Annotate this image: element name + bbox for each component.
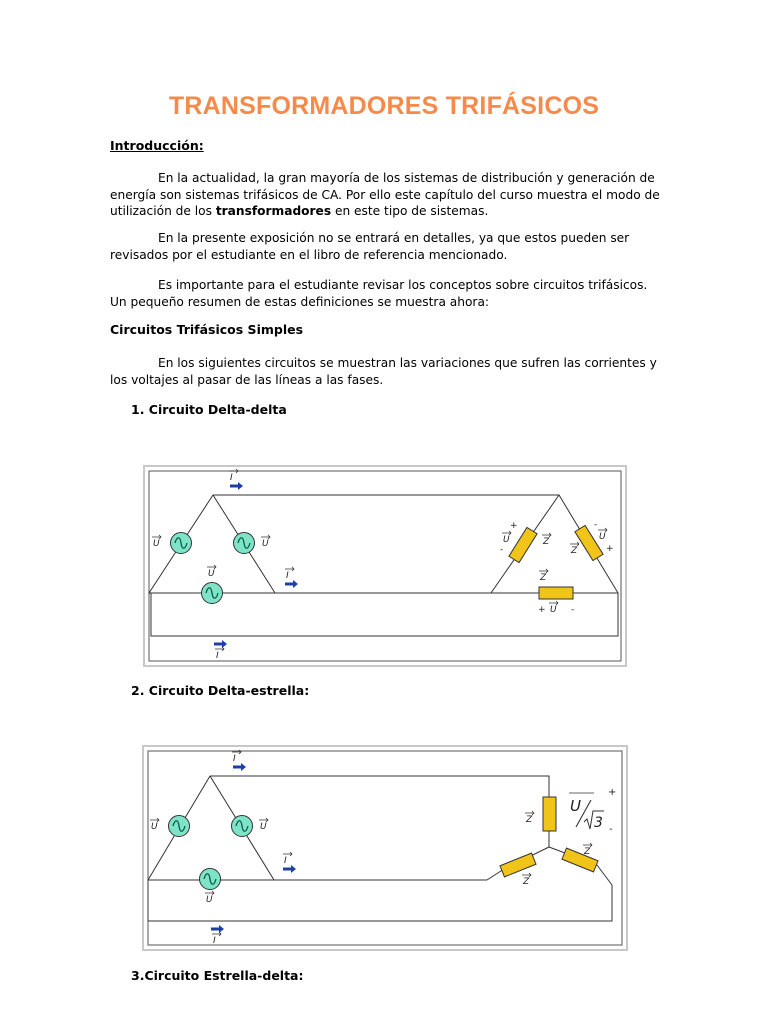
label-voltage: U: [151, 822, 158, 832]
label-voltage: U: [153, 539, 160, 549]
paragraph-concepts: Es importante para el estudiante revisar los conceptos sobre circuitos trifásicos. Un pequeño resumen de estas definiciones se muestra ahora:: [110, 278, 648, 309]
sqrt-three: 3: [594, 815, 603, 831]
voltage-source-icon: [232, 816, 253, 837]
item-delta-delta: 1. Circuito Delta-delta: [131, 402, 287, 417]
label-impedance: Z: [571, 546, 578, 556]
paragraph-intro: [110, 170, 660, 220]
voltage-source-icon: [200, 869, 221, 890]
minus-sign: -: [571, 605, 575, 615]
minus-sign: -: [609, 824, 613, 835]
label-voltage: U: [206, 895, 213, 905]
label-voltage: U: [208, 569, 215, 579]
voltage-source-icon: [234, 533, 255, 554]
item-estrella-delta: 3.Circuito Estrella-delta:: [131, 968, 304, 983]
p1-text-start: En la actualidad, la gran mayoría de los sistemas de distribución y generación de energía son sistemas trifásicos de CA. Por ello este capítulo del curso muestra el modo de utilización de los: [110, 171, 660, 218]
section-heading: Circuitos Trifásicos Simples: [110, 322, 304, 337]
circuit-delta-estrella-diagram: [142, 745, 628, 951]
plus-sign: +: [510, 521, 518, 531]
intro-heading: Introducción:: [110, 138, 204, 153]
circuit-delta-delta-diagram: [143, 465, 627, 667]
minus-sign: -: [594, 520, 598, 530]
plus-sign: +: [606, 544, 614, 554]
label-impedance: Z: [540, 573, 547, 583]
label-voltage: U: [599, 532, 606, 542]
figure-frame: [143, 746, 627, 950]
figure-delta-delta: [143, 465, 627, 671]
label-impedance: Z: [523, 877, 530, 887]
p1-bold-term: transformadores: [215, 204, 332, 218]
label-voltage: U: [262, 539, 269, 549]
label-current: I: [230, 473, 233, 483]
label-voltage: U: [503, 535, 510, 545]
plus-sign: +: [608, 787, 617, 798]
voltage-source-icon: [171, 533, 192, 554]
label-impedance: Z: [543, 537, 550, 547]
label-current: I: [213, 936, 216, 946]
label-current: I: [286, 571, 289, 581]
voltage-source-icon: [202, 583, 223, 604]
voltage-source-icon: [169, 816, 190, 837]
impedance-top: [543, 797, 556, 831]
label-voltage: U: [550, 605, 557, 615]
minus-sign: -: [500, 545, 504, 555]
label-current: I: [216, 651, 219, 661]
plus-sign: +: [538, 605, 546, 615]
label-current: I: [233, 754, 236, 764]
paragraph-variations: En los siguientes circuitos se muestran las variaciones que sufren las corrientes y los voltajes al pasar de las líneas a las fases.: [110, 356, 657, 387]
item-delta-estrella: 2. Circuito Delta-estrella:: [131, 683, 310, 698]
label-voltage: U: [570, 797, 581, 815]
label-voltage: U: [260, 822, 267, 832]
figure-delta-estrella: [142, 745, 628, 955]
paragraph-details: En la presente exposición no se entrará en detalles, ya que estos pueden ser revisados por el estudiante en el libro de referencia mencionado.: [110, 231, 630, 262]
label-current: I: [284, 856, 287, 866]
page-title: TRANSFORMADORES TRIFÁSICOS: [168, 92, 600, 120]
label-impedance: Z: [526, 815, 533, 825]
p1-text-end: en este tipo de sistemas.: [331, 204, 489, 218]
impedance-bottom: [539, 587, 573, 599]
label-impedance: Z: [584, 847, 591, 857]
